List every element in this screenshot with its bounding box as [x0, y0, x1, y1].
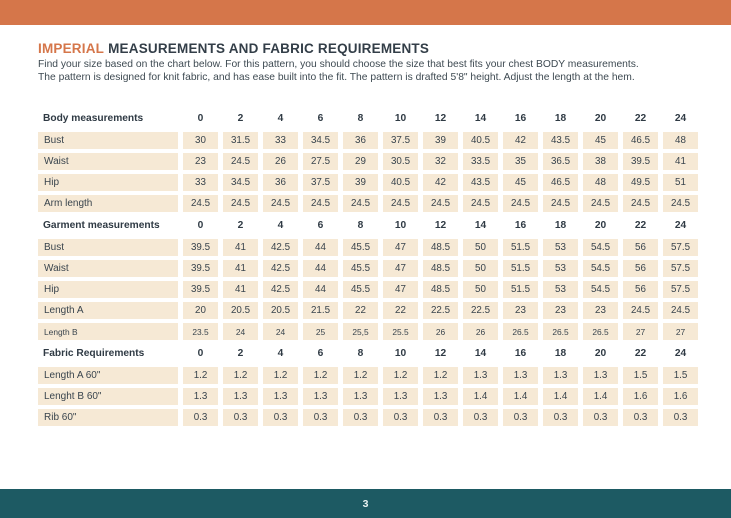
value-cell: 24 [223, 323, 258, 340]
value-cell: 1.3 [503, 367, 538, 384]
value-cell: 33.5 [463, 153, 498, 170]
size-header-cell: 6 [317, 220, 324, 232]
value-cell: 1.3 [383, 388, 418, 405]
value-cell: 40.5 [463, 132, 498, 149]
value-cell: 47 [383, 281, 418, 298]
size-table [38, 109, 698, 426]
value-cell: 36.5 [543, 153, 578, 170]
table-row [38, 132, 698, 149]
value-cell: 45 [503, 174, 538, 191]
value-cell: 0.3 [463, 409, 498, 426]
table-row [38, 409, 698, 426]
value-cell: 56 [623, 239, 658, 256]
value-cell: 39 [423, 132, 458, 149]
value-cell: 1.6 [663, 388, 698, 405]
value-cell: 1.6 [623, 388, 658, 405]
value-cell: 1.4 [463, 388, 498, 405]
table-row [38, 174, 698, 191]
size-header-cell: 4 [277, 348, 284, 360]
value-cell: 1.2 [223, 367, 258, 384]
size-header-cell: 0 [197, 220, 204, 232]
value-cell: 20.5 [223, 302, 258, 319]
value-cell: 51 [663, 174, 698, 191]
value-cell: 33 [263, 132, 298, 149]
table-section-header-row [38, 109, 698, 128]
section-header-label: Body measurements [43, 113, 144, 125]
table-row [38, 281, 698, 298]
value-cell: 25.5 [383, 323, 418, 340]
table-row [38, 195, 698, 212]
value-cell: 1.3 [263, 388, 298, 405]
size-header-cell: 24 [674, 348, 687, 360]
value-cell: 41 [223, 281, 258, 298]
value-cell: 48.5 [423, 239, 458, 256]
value-cell: 34.5 [223, 174, 258, 191]
value-cell: 24.5 [223, 195, 258, 212]
size-header-cell: 14 [474, 113, 487, 125]
value-cell: 48 [663, 132, 698, 149]
size-header-cell: 0 [197, 348, 204, 360]
size-header-cell: 24 [674, 113, 687, 125]
value-cell: 24.5 [543, 195, 578, 212]
value-cell: 1.2 [423, 367, 458, 384]
value-cell: 26 [263, 153, 298, 170]
value-cell: 44 [303, 281, 338, 298]
size-header-cell: 24 [674, 220, 687, 232]
value-cell: 51.5 [503, 239, 538, 256]
value-cell: 50 [463, 239, 498, 256]
table-section-header-row [38, 344, 698, 363]
value-cell: 25,5 [343, 323, 378, 340]
value-cell: 0.3 [183, 409, 218, 426]
value-cell: 57.5 [663, 239, 698, 256]
value-cell: 1.2 [263, 367, 298, 384]
row-label-cell: Length A [38, 302, 178, 319]
value-cell: 39 [343, 174, 378, 191]
value-cell: 41 [223, 260, 258, 277]
value-cell: 0.3 [423, 409, 458, 426]
value-cell: 23 [183, 153, 218, 170]
value-cell: 1.3 [303, 388, 338, 405]
value-cell: 1.2 [383, 367, 418, 384]
row-label-cell: Rib 60" [38, 409, 178, 426]
value-cell: 0.3 [543, 409, 578, 426]
value-cell: 23.5 [183, 323, 218, 340]
value-cell: 29 [343, 153, 378, 170]
value-cell: 1.3 [543, 367, 578, 384]
size-header-cell: 8 [357, 113, 364, 125]
value-cell: 24.5 [663, 302, 698, 319]
value-cell: 57.5 [663, 281, 698, 298]
value-cell: 24.5 [183, 195, 218, 212]
row-label-cell: Waist [38, 153, 178, 170]
size-header-cell: 6 [317, 348, 324, 360]
value-cell: 23 [583, 302, 618, 319]
value-cell: 54.5 [583, 260, 618, 277]
value-cell: 42 [423, 174, 458, 191]
intro-line-1: Find your size based on the chart below. For this pattern, you should choose the size that best fits your chest BODY measurements. [38, 59, 639, 70]
size-header-cell: 14 [474, 220, 487, 232]
size-header-cell: 16 [514, 348, 527, 360]
size-header-cell: 18 [554, 220, 567, 232]
value-cell: 24.5 [623, 195, 658, 212]
row-label-cell: Length B [38, 323, 178, 340]
table-row [38, 153, 698, 170]
page-number: 3 [362, 497, 369, 510]
value-cell: 45.5 [343, 239, 378, 256]
size-header-cell: 4 [277, 113, 284, 125]
table-row [38, 239, 698, 256]
value-cell: 27 [663, 323, 698, 340]
value-cell: 0.3 [383, 409, 418, 426]
value-cell: 0.3 [223, 409, 258, 426]
size-header-cell: 20 [594, 220, 607, 232]
value-cell: 22 [343, 302, 378, 319]
value-cell: 24.5 [343, 195, 378, 212]
size-header-cell: 2 [237, 220, 244, 232]
size-header-cell: 18 [554, 113, 567, 125]
value-cell: 0.3 [663, 409, 698, 426]
value-cell: 43.5 [463, 174, 498, 191]
page-title [38, 41, 698, 56]
size-header-cell: 14 [474, 348, 487, 360]
value-cell: 50 [463, 281, 498, 298]
value-cell: 1.5 [623, 367, 658, 384]
value-cell: 51.5 [503, 260, 538, 277]
value-cell: 26.5 [543, 323, 578, 340]
value-cell: 42.5 [263, 239, 298, 256]
value-cell: 54.5 [583, 281, 618, 298]
value-cell: 33 [183, 174, 218, 191]
size-header-cell: 0 [197, 113, 204, 125]
value-cell: 37.5 [383, 132, 418, 149]
value-cell: 0.3 [583, 409, 618, 426]
row-label-cell: Hip [38, 281, 178, 298]
value-cell: 1.2 [183, 367, 218, 384]
section-header-label: Fabric Requirements [43, 348, 145, 360]
page-title-rest: MEASUREMENTS AND FABRIC REQUIREMENTS [108, 41, 430, 56]
value-cell: 26 [423, 323, 458, 340]
page-title-highlight: IMPERIAL [38, 41, 105, 56]
value-cell: 38 [583, 153, 618, 170]
value-cell: 24.5 [263, 195, 298, 212]
size-header-cell: 16 [514, 220, 527, 232]
value-cell: 1.4 [503, 388, 538, 405]
row-label-cell: Arm length [38, 195, 178, 212]
size-header-cell: 6 [317, 113, 324, 125]
value-cell: 37.5 [303, 174, 338, 191]
size-header-cell: 10 [394, 348, 407, 360]
value-cell: 31.5 [223, 132, 258, 149]
value-cell: 23 [503, 302, 538, 319]
size-header-cell: 22 [634, 348, 647, 360]
value-cell: 42.5 [263, 281, 298, 298]
value-cell: 34.5 [303, 132, 338, 149]
size-header-cell: 8 [357, 220, 364, 232]
size-header-cell: 10 [394, 220, 407, 232]
size-header-cell: 18 [554, 348, 567, 360]
value-cell: 22.5 [423, 302, 458, 319]
value-cell: 41 [663, 153, 698, 170]
value-cell: 53 [543, 239, 578, 256]
size-header-cell: 12 [434, 220, 447, 232]
value-cell: 51.5 [503, 281, 538, 298]
value-cell: 20 [183, 302, 218, 319]
value-cell: 1.4 [583, 388, 618, 405]
value-cell: 39.5 [623, 153, 658, 170]
value-cell: 26.5 [503, 323, 538, 340]
value-cell: 22 [383, 302, 418, 319]
value-cell: 36 [343, 132, 378, 149]
value-cell: 45.5 [343, 281, 378, 298]
value-cell: 1.2 [303, 367, 338, 384]
size-header-cell: 20 [594, 348, 607, 360]
value-cell: 47 [383, 239, 418, 256]
value-cell: 30 [183, 132, 218, 149]
value-cell: 46.5 [623, 132, 658, 149]
value-cell: 0.3 [343, 409, 378, 426]
table-section-header-row [38, 216, 698, 235]
size-header-cell: 2 [237, 113, 244, 125]
value-cell: 22.5 [463, 302, 498, 319]
value-cell: 41 [223, 239, 258, 256]
value-cell: 45 [583, 132, 618, 149]
value-cell: 1.3 [463, 367, 498, 384]
size-header-cell: 2 [237, 348, 244, 360]
table-row [38, 302, 698, 319]
size-header-cell: 22 [634, 220, 647, 232]
top-accent-bar [0, 0, 731, 25]
row-label-cell: Waist [38, 260, 178, 277]
intro-paragraph [38, 59, 698, 84]
value-cell: 24 [263, 323, 298, 340]
value-cell: 27.5 [303, 153, 338, 170]
size-header-cell: 8 [357, 348, 364, 360]
value-cell: 49.5 [623, 174, 658, 191]
value-cell: 24.5 [623, 302, 658, 319]
value-cell: 57.5 [663, 260, 698, 277]
value-cell: 24.5 [423, 195, 458, 212]
value-cell: 45.5 [343, 260, 378, 277]
value-cell: 24.5 [383, 195, 418, 212]
value-cell: 20.5 [263, 302, 298, 319]
value-cell: 26.5 [583, 323, 618, 340]
value-cell: 48.5 [423, 260, 458, 277]
footer-bar [0, 489, 731, 518]
value-cell: 0.3 [303, 409, 338, 426]
value-cell: 0.3 [263, 409, 298, 426]
page-content [38, 25, 698, 430]
value-cell: 46.5 [543, 174, 578, 191]
value-cell: 40.5 [383, 174, 418, 191]
value-cell: 43.5 [543, 132, 578, 149]
value-cell: 35 [503, 153, 538, 170]
size-header-cell: 20 [594, 113, 607, 125]
value-cell: 1.3 [423, 388, 458, 405]
value-cell: 1.2 [343, 367, 378, 384]
table-row [38, 323, 698, 340]
value-cell: 47 [383, 260, 418, 277]
value-cell: 21.5 [303, 302, 338, 319]
value-cell: 56 [623, 281, 658, 298]
size-header-cell: 12 [434, 348, 447, 360]
size-header-cell: 16 [514, 113, 527, 125]
value-cell: 0.3 [623, 409, 658, 426]
value-cell: 39.5 [183, 260, 218, 277]
value-cell: 0.3 [503, 409, 538, 426]
section-header-label: Garment measurements [43, 220, 160, 232]
row-label-cell: Hip [38, 174, 178, 191]
row-label-cell: Length A 60" [38, 367, 178, 384]
value-cell: 25 [303, 323, 338, 340]
value-cell: 30.5 [383, 153, 418, 170]
row-label-cell: Lenght B 60" [38, 388, 178, 405]
value-cell: 1.3 [343, 388, 378, 405]
value-cell: 24.5 [503, 195, 538, 212]
value-cell: 54.5 [583, 239, 618, 256]
value-cell: 1.3 [583, 367, 618, 384]
value-cell: 48 [583, 174, 618, 191]
value-cell: 32 [423, 153, 458, 170]
table-row [38, 388, 698, 405]
value-cell: 56 [623, 260, 658, 277]
value-cell: 26 [463, 323, 498, 340]
value-cell: 42 [503, 132, 538, 149]
value-cell: 23 [543, 302, 578, 319]
table-row [38, 260, 698, 277]
size-header-cell: 12 [434, 113, 447, 125]
value-cell: 39.5 [183, 239, 218, 256]
value-cell: 44 [303, 260, 338, 277]
row-label-cell: Bust [38, 132, 178, 149]
value-cell: 44 [303, 239, 338, 256]
value-cell: 1.3 [183, 388, 218, 405]
value-cell: 48.5 [423, 281, 458, 298]
size-header-cell: 10 [394, 113, 407, 125]
size-header-cell: 4 [277, 220, 284, 232]
value-cell: 24.5 [663, 195, 698, 212]
value-cell: 24.5 [463, 195, 498, 212]
value-cell: 53 [543, 281, 578, 298]
value-cell: 27 [623, 323, 658, 340]
value-cell: 36 [263, 174, 298, 191]
value-cell: 1.5 [663, 367, 698, 384]
value-cell: 39.5 [183, 281, 218, 298]
row-label-cell: Bust [38, 239, 178, 256]
table-row [38, 367, 698, 384]
value-cell: 42.5 [263, 260, 298, 277]
value-cell: 1.4 [543, 388, 578, 405]
value-cell: 50 [463, 260, 498, 277]
value-cell: 24.5 [583, 195, 618, 212]
value-cell: 24.5 [303, 195, 338, 212]
size-header-cell: 22 [634, 113, 647, 125]
value-cell: 1.3 [223, 388, 258, 405]
intro-line-2: The pattern is designed for knit fabric, and has ease built into the fit. The pattern is drafted 5'8" height. Adjust the length at the hem. [38, 71, 635, 83]
value-cell: 24.5 [223, 153, 258, 170]
value-cell: 53 [543, 260, 578, 277]
